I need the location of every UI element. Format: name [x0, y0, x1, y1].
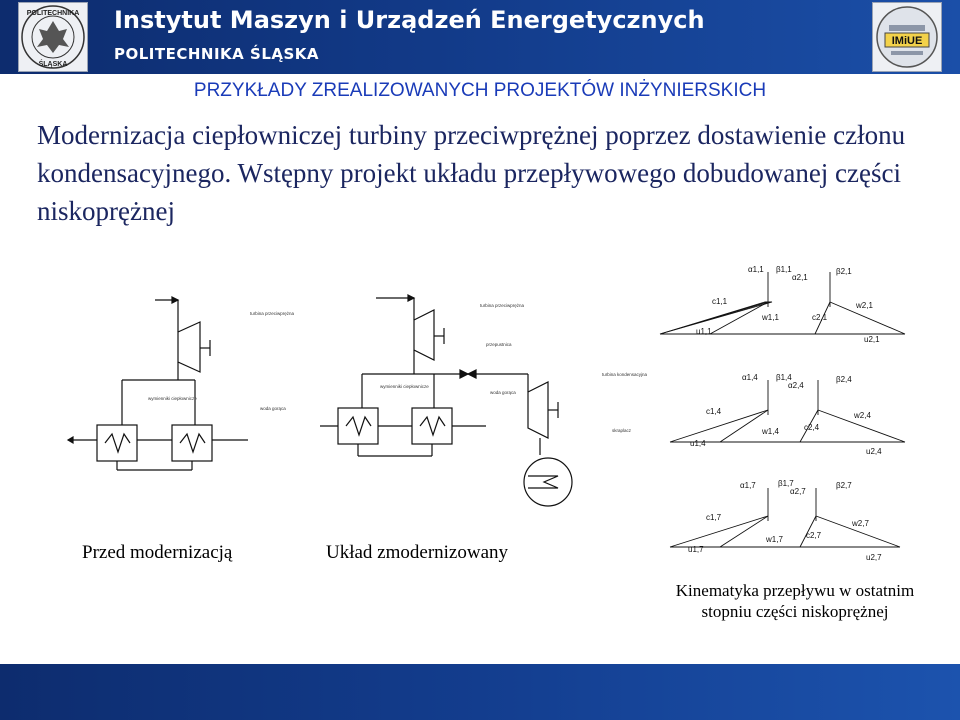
s7-beta1: β1,7 [778, 479, 794, 488]
after-turbine-label: turbina przeciwprężna [480, 303, 525, 308]
after-condensing-label: turbina kondensacyjna [602, 372, 648, 377]
politechnika-logo [18, 2, 88, 72]
s4-u2: u2,4 [866, 447, 882, 456]
s4-w1: w1,4 [762, 427, 779, 436]
svg-text:ŚLĄSKA: ŚLĄSKA [38, 61, 68, 68]
s1-alpha2: α2,1 [792, 273, 808, 282]
s7-w2: w2,7 [852, 519, 869, 528]
s4-alpha1: α1,4 [742, 373, 758, 382]
s1-c2: c2,1 [812, 313, 828, 322]
footer-bar [0, 664, 960, 720]
s4-w2: w2,4 [854, 411, 871, 420]
s1-u2: u2,1 [864, 335, 880, 344]
section-heading: PRZYKŁADY ZREALIZOWANYCH PROJEKTÓW INŻYNIERSKICH [193, 80, 767, 101]
s4-c1: c1,4 [706, 407, 722, 416]
s7-alpha2: α2,7 [790, 487, 806, 496]
s1-beta2: β2,1 [836, 267, 852, 276]
s1-c1: c1,1 [712, 297, 728, 306]
s4-u1: u1,4 [690, 439, 706, 448]
after-condenser-label: skraplacz [612, 428, 632, 433]
s4-beta1: β1,4 [776, 373, 792, 382]
svg-text:IMiUE: IMiUE [891, 35, 923, 47]
s1-w2: w2,1 [856, 301, 873, 310]
s1-beta1: β1,1 [776, 265, 792, 274]
s1-u1: u1,1 [696, 327, 712, 336]
before-turbine-label: turbina przeciwprężna [250, 311, 295, 316]
s7-u2: u2,7 [866, 553, 882, 562]
after-valve-label: przepustnica [486, 342, 512, 347]
s7-c1: c1,7 [706, 513, 722, 522]
diagram-before-modernization [60, 290, 310, 480]
page-title: Modernizacja ciepłowniczej turbiny przeciwprężnej poprzez dostawienie członu kondensacyjnego. Wstępny projekt układu przepływowego dobudowanej części niskoprężnej [37, 120, 906, 226]
s4-beta2: β2,4 [836, 375, 852, 384]
before-exchanger-label: wymienniki ciepłownicze [148, 396, 197, 401]
after-exchanger-label: wymienniki ciepłownicze [380, 384, 429, 389]
caption-modernized-system: Układ zmodernizowany [326, 542, 509, 563]
caption-flow-kinematics: Kinematyka przepływu w ostatnim stopniu części niskoprężnej [675, 581, 915, 621]
diagram-after-modernization [318, 290, 660, 520]
institute-name: Instytut Maszyn i Urządzeń Energetycznych [114, 6, 705, 34]
velocity-triangles-diagram [650, 262, 940, 572]
s7-w1: w1,7 [766, 535, 783, 544]
s1-alpha1: α1,1 [748, 265, 764, 274]
s7-alpha1: α1,7 [740, 481, 756, 490]
s4-alpha2: α2,4 [788, 381, 804, 390]
s7-c2: c2,7 [806, 531, 822, 540]
before-water-label: woda gorąca [260, 406, 286, 411]
s7-beta2: β2,7 [836, 481, 852, 490]
caption-before-modernization: Przed modernizacją [82, 542, 233, 563]
svg-text:POLITECHNIKA: POLITECHNIKA [26, 10, 80, 17]
imiue-logo [872, 2, 942, 72]
university-name: POLITECHNIKA ŚLĄSKA [114, 45, 320, 63]
s7-u1: u1,7 [688, 545, 704, 554]
header-bar [0, 0, 960, 74]
after-water-label: woda gorąca [490, 390, 516, 395]
s4-c2: c2,4 [804, 423, 820, 432]
s1-w1: w1,1 [762, 313, 779, 322]
